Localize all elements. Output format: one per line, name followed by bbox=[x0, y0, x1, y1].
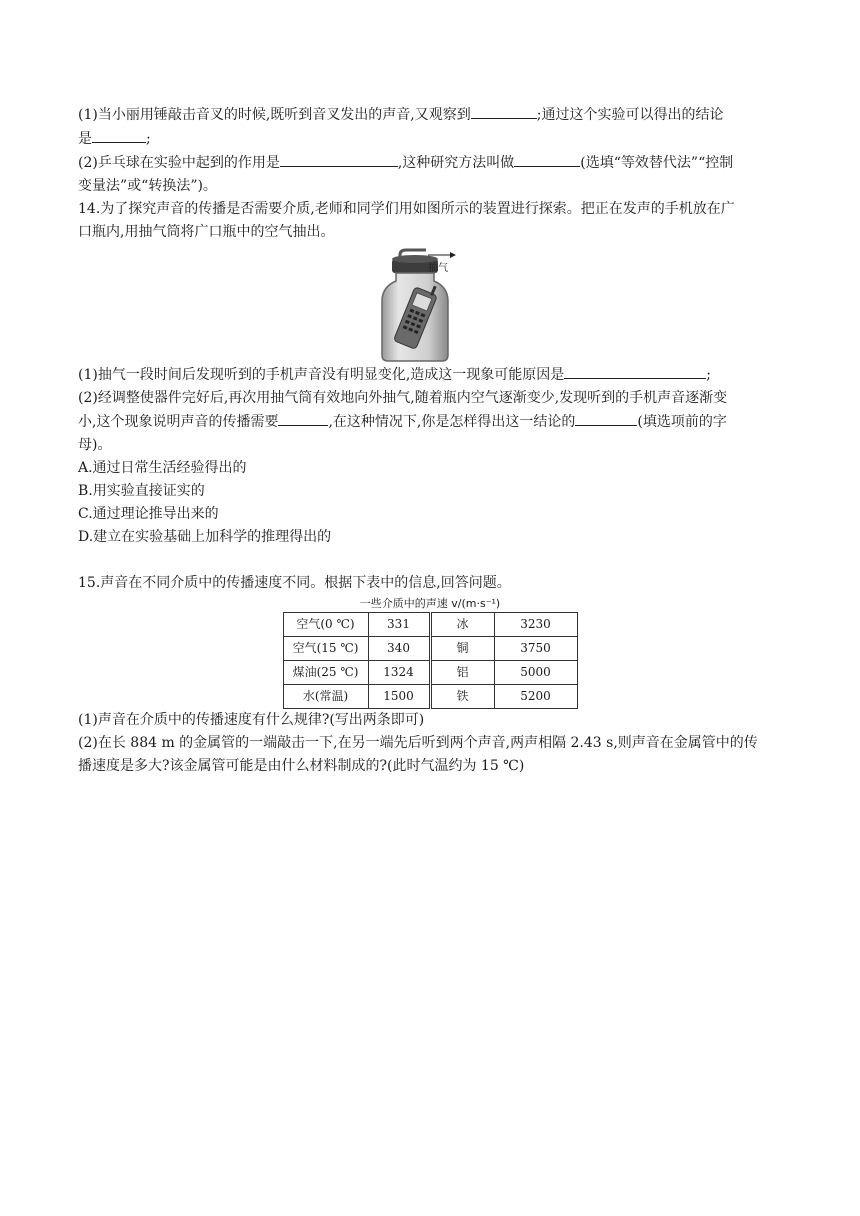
table-cell: 5200 bbox=[494, 685, 577, 709]
q15-part2-line1 bbox=[78, 732, 782, 755]
q13-part1-text: (1)当小丽用锤敲击音叉的时候,既听到音叉发出的声音,又观察到 bbox=[78, 107, 471, 123]
answer-blank[interactable] bbox=[564, 363, 706, 379]
option-b bbox=[78, 480, 782, 503]
q14-part2-line2 bbox=[78, 410, 782, 434]
q13-part2-text: (2)乒乓球在实验中起到的作用是 bbox=[78, 155, 280, 171]
answer-blank[interactable] bbox=[92, 127, 146, 143]
table-row bbox=[283, 661, 577, 685]
q14-part2-end: 母)。 bbox=[78, 437, 112, 453]
suction-tube bbox=[400, 250, 426, 255]
q14-intro-text: 14.为了探究声音的传播是否需要介质,老师和同学们用如图所示的装置进行探索。把正在发声的手机放在广 bbox=[78, 201, 735, 217]
q14-part2-text-cont: 小,这个现象说明声音的传播需要 bbox=[78, 414, 279, 430]
table-row bbox=[283, 637, 577, 661]
answer-blank[interactable] bbox=[280, 151, 398, 167]
q13-part1-line2 bbox=[78, 127, 782, 151]
q14-part2-text: (2)经调整使器件完好后,再次用抽气筒有效地向外抽气,随着瓶内空气逐渐变少,发现听到的手机声音逐渐变 bbox=[78, 390, 728, 406]
q13-part1-line1 bbox=[78, 103, 782, 127]
q14-part2-line1 bbox=[78, 387, 782, 410]
q15-intro-line bbox=[78, 572, 782, 595]
air-extract-label: 抽气 bbox=[428, 263, 448, 274]
q14-intro-text-cont: 口瓶内,用抽气筒将广口瓶中的空气抽出。 bbox=[78, 224, 335, 240]
q15-part1-text: (1)声音在介质中的传播速度有什么规律?(写出两条即可) bbox=[78, 712, 425, 728]
table-cell: 331 bbox=[368, 613, 430, 637]
option-c-text: C.通过理论推导出来的 bbox=[78, 506, 219, 522]
q13-part2-end: 变量法”或“转换法”)。 bbox=[78, 178, 217, 194]
table-cell: 铁 bbox=[430, 685, 494, 709]
spacer bbox=[78, 549, 782, 572]
option-b-text: B.用实验直接证实的 bbox=[78, 483, 205, 499]
jar-with-phone-illustration bbox=[370, 247, 490, 363]
answer-blank[interactable] bbox=[575, 410, 637, 426]
q15-part2-line2 bbox=[78, 755, 782, 778]
option-d bbox=[78, 526, 782, 549]
table-cell: 3750 bbox=[494, 637, 577, 661]
table-row bbox=[283, 685, 577, 709]
option-d-text: D.建立在实验基础上加科学的推理得出的 bbox=[78, 529, 332, 545]
table-cell: 铝 bbox=[430, 661, 494, 685]
q13-part2-text-cont: ,这种研究方法叫做 bbox=[397, 155, 515, 171]
q13-part1-end: ; bbox=[146, 131, 151, 147]
answer-blank[interactable] bbox=[278, 410, 328, 426]
table-cell: 340 bbox=[368, 637, 430, 661]
q14-part2-text-cont2: ,在这种情况下,你是怎样得出这一结论的 bbox=[328, 414, 576, 430]
q13-part1-text-cont2: 是 bbox=[78, 131, 92, 147]
q13-part2-line1 bbox=[78, 151, 782, 175]
table-cell: 3230 bbox=[494, 613, 577, 637]
q14-intro-line2 bbox=[78, 221, 782, 244]
q15-intro-text: 15.声音在不同介质中的传播速度不同。根据下表中的信息,回答问题。 bbox=[78, 575, 511, 591]
q14-part1-line bbox=[78, 363, 782, 387]
option-c bbox=[78, 503, 782, 526]
worksheet-page bbox=[78, 103, 782, 778]
table-cell: 铜 bbox=[430, 637, 494, 661]
table-cell: 水(常温) bbox=[283, 685, 368, 709]
table-cell: 空气(0 ℃) bbox=[283, 613, 368, 637]
table-cell: 煤油(25 ℃) bbox=[283, 661, 368, 685]
q15-part1-line bbox=[78, 709, 782, 732]
answer-blank[interactable] bbox=[514, 151, 580, 167]
option-a-text: A.通过日常生活经验得出的 bbox=[78, 460, 247, 476]
table-row bbox=[283, 613, 577, 637]
q13-part1-text-cont: ;通过这个实验可以得出的结论 bbox=[536, 107, 724, 123]
q14-part1-text: (1)抽气一段时间后发现听到的手机声音没有明显变化,造成这一现象可能原因是 bbox=[78, 367, 565, 383]
q14-intro-line1 bbox=[78, 198, 782, 221]
q14-part2-text-cont3: (填选项前的字 bbox=[637, 414, 727, 430]
sound-speed-table bbox=[283, 612, 578, 709]
table-caption: 一些介质中的声速 v/(m·s⁻¹) bbox=[359, 597, 501, 610]
bell-jar-figure bbox=[78, 247, 782, 363]
answer-blank[interactable] bbox=[471, 103, 537, 119]
q13-part2-line2 bbox=[78, 175, 782, 198]
table-cell: 1500 bbox=[368, 685, 430, 709]
q14-part2-line3 bbox=[78, 434, 782, 457]
table-cell: 5000 bbox=[494, 661, 577, 685]
q15-part2-text-cont: 播速度是多大?该金属管可能是由什么材料制成的?(此时气温约为 15 ℃) bbox=[78, 758, 525, 774]
q13-part2-text-cont2: (选填“等效替代法”“控制 bbox=[580, 155, 734, 171]
option-a bbox=[78, 457, 782, 480]
table-cell: 1324 bbox=[368, 661, 430, 685]
table-cell: 空气(15 ℃) bbox=[283, 637, 368, 661]
table-cell: 冰 bbox=[430, 613, 494, 637]
q15-part2-text: (2)在长 884 m 的金属管的一端敲击一下,在另一端先后听到两个声音,两声相隔 2.43 s,则声音在金属管中的传 bbox=[78, 735, 758, 751]
q14-part1-end: ; bbox=[706, 367, 711, 383]
